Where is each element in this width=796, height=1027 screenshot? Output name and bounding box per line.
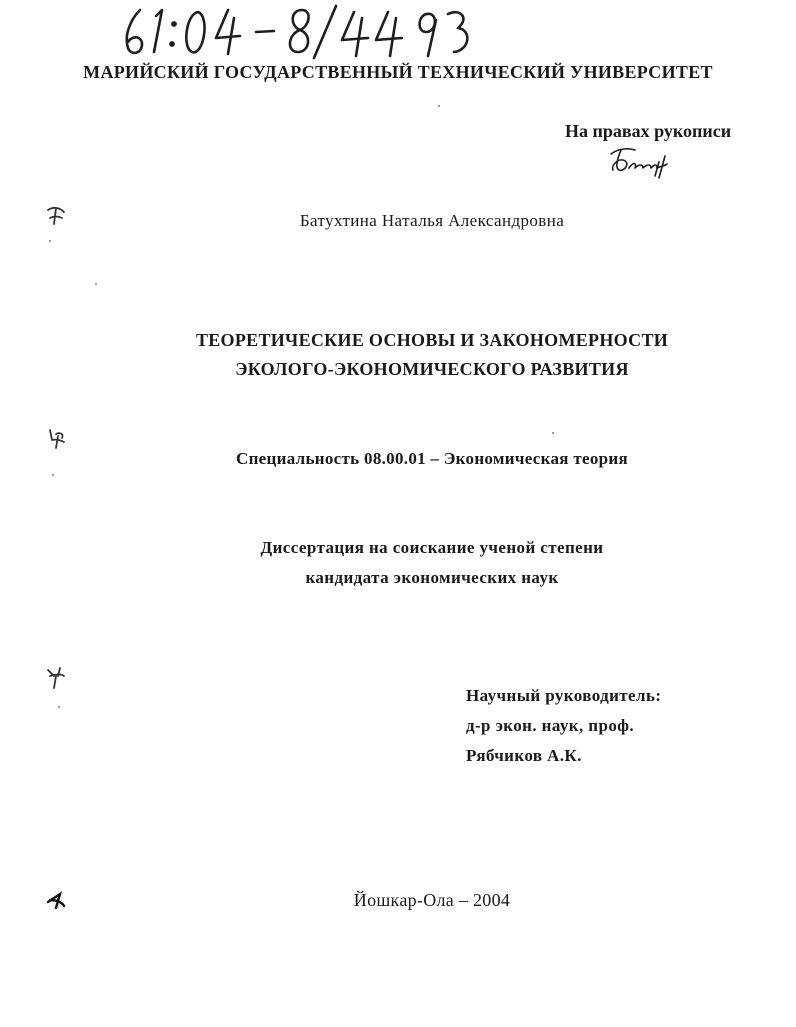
scan-speck — [49, 240, 51, 242]
supervisor-name: Рябчиков А.К. — [466, 746, 582, 765]
margin-mark-1 — [44, 202, 70, 228]
handwritten-catalog-number — [118, 2, 478, 62]
scan-speck — [438, 105, 440, 107]
margin-mark-2 — [44, 426, 70, 452]
signature — [605, 142, 675, 182]
margin-mark-3 — [44, 664, 70, 690]
scan-speck — [95, 283, 97, 285]
dissertation-line-2: кандидата экономических наук — [305, 568, 559, 587]
manuscript-rights-note: На правах рукописи — [565, 121, 732, 141]
supervisor-degree: д-р экон. наук, проф. — [466, 716, 635, 735]
dissertation-line-1: Диссертация на соискание ученой степени — [260, 538, 604, 557]
scan-speck — [52, 474, 54, 476]
supervisor-label: Научный руководитель: — [466, 686, 662, 705]
thesis-title-line-1: ТЕОРЕТИЧЕСКИЕ ОСНОВЫ И ЗАКОНОМЕРНОСТИ — [195, 330, 669, 350]
scan-speck — [58, 706, 60, 708]
scan-speck — [552, 432, 554, 434]
specialty: Специальность 08.00.01 – Экономическая теория — [236, 449, 628, 468]
author-name: Батухтина Наталья Александровна — [299, 211, 565, 230]
university-name: МАРИЙСКИЙ ГОСУДАРСТВЕННЫЙ ТЕХНИЧЕСКИЙ УНИВЕРСИТЕТ — [83, 62, 713, 82]
city-year: Йошкар-Ола – 2004 — [353, 890, 511, 910]
margin-mark-4 — [44, 888, 70, 914]
thesis-title-line-2: ЭКОЛОГО-ЭКОНОМИЧЕСКОГО РАЗВИТИЯ — [235, 359, 629, 379]
